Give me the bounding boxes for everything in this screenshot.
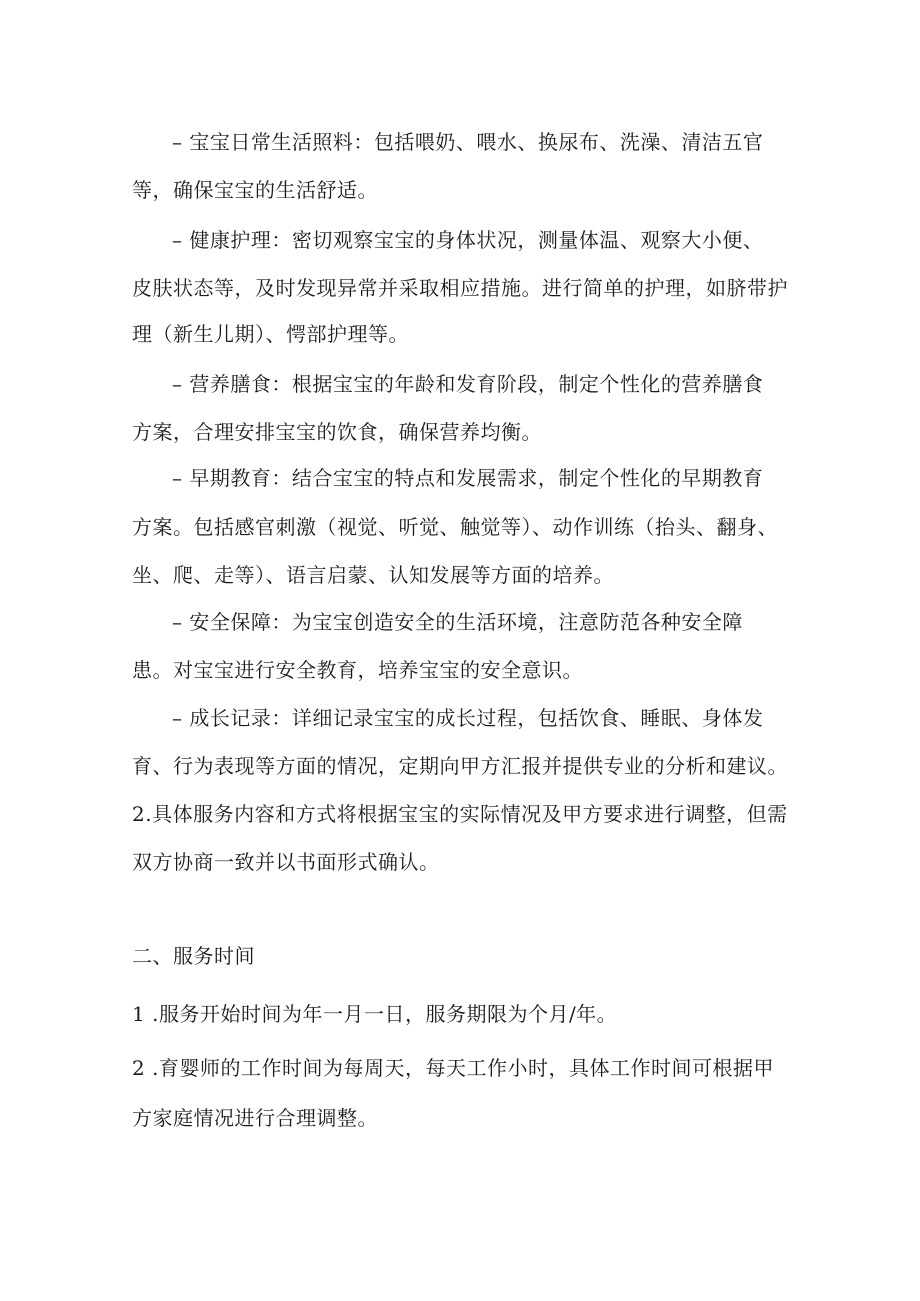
- service-item-safety-line-1: – 安全保障：为宝宝创造安全的生活环境，注意防范各种安全障: [172, 610, 743, 634]
- service-item-health-care-line-2: 皮肤状态等，及时发现异常并采取相应措施。进行简单的护理，如脐带护: [132, 276, 788, 300]
- service-item-daily-care-line-1: – 宝宝日常生活照料：包括喂奶、喂水、换尿布、洗澡、清洁五官: [172, 130, 764, 154]
- service-item-daily-care-line-2: 等，确保宝宝的生活舒适。: [132, 178, 378, 202]
- section-title-service-time: 二、服务时间: [132, 944, 255, 968]
- time-item-1-line-1: 1 .服务开始时间为年一月一日，服务期限为个月/年。: [132, 1002, 618, 1026]
- clause-2-line-2: 双方协商一致并以书面形式确认。: [132, 850, 440, 874]
- service-item-early-education-line-2: 方案。包括感官刺激（视觉、听觉、触觉等）、动作训练（抬头、翻身、: [132, 515, 778, 539]
- time-item-2-line-2: 方家庭情况进行合理调整。: [132, 1106, 378, 1130]
- service-item-safety-line-2: 患。对宝宝进行安全教育，培养宝宝的安全意识。: [132, 658, 583, 682]
- service-item-growth-record-line-1: – 成长记录：详细记录宝宝的成长过程，包括饮食、睡眠、身体发: [172, 706, 764, 730]
- service-item-early-education-line-3: 坐、爬、走等）、语言启蒙、认知发展等方面的培养。: [132, 563, 614, 587]
- service-item-health-care-line-3: 理（新生儿期）、愕部护理等。: [132, 322, 409, 346]
- service-item-nutrition-line-2: 方案，合理安排宝宝的饮食，确保营养均衡。: [132, 420, 542, 444]
- service-item-nutrition-line-1: – 营养膳食：根据宝宝的年龄和发育阶段，制定个性化的营养膳食: [172, 372, 764, 396]
- time-item-2-line-1: 2 .育婴师的工作时间为每周天，每天工作小时，具体工作时间可根据甲: [132, 1056, 774, 1080]
- clause-2-line-1: 2.具体服务内容和方式将根据宝宝的实际情况及甲方要求进行调整，但需: [132, 802, 788, 826]
- service-item-growth-record-line-2: 育、行为表现等方面的情况，定期向甲方汇报并提供专业的分析和建议。: [132, 754, 788, 778]
- service-item-early-education-line-1: – 早期教育：结合宝宝的特点和发展需求，制定个性化的早期教育: [172, 466, 764, 490]
- service-item-health-care-line-1: – 健康护理：密切观察宝宝的身体状况，测量体温、观察大小便、: [172, 228, 764, 252]
